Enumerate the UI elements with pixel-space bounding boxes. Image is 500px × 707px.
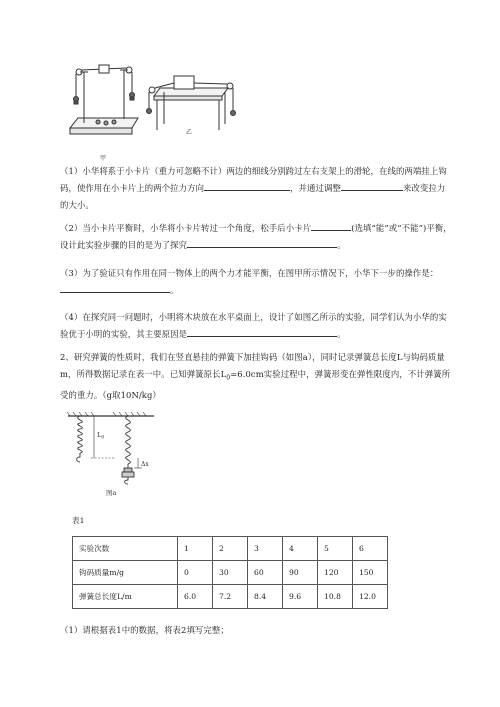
q2-sub1: （1）请根据表1中的数据，将表2填写完整； xyxy=(60,625,229,635)
answer-blank[interactable] xyxy=(187,238,337,248)
answer-blank[interactable] xyxy=(60,283,170,293)
row-header: 钩码质量m/g xyxy=(73,561,178,585)
q2-intro: 2、研究弹簧的性质时，我们在竖直悬挂的弹簧下加挂钩码（如图a），同时记录弹簧总长度L与钩码质量m，所得数据记录在表一中。已知弹簧原长$L_0=6.0cm$实验过程中，弹簧形变在弹性限度内，不计弹簧所受的重力。（g取10N/kg） xyxy=(60,352,451,400)
answer-blank[interactable] xyxy=(187,327,337,337)
answer-blank[interactable] xyxy=(341,181,403,191)
figure-apparatus xyxy=(62,56,242,174)
row-header: 实验次数 xyxy=(73,537,178,561)
table-row: 实验次数 1 2 3 4 5 6 xyxy=(73,537,388,561)
answer-blank[interactable] xyxy=(311,221,351,231)
q1-part3: （3）为了验证只有作用在同一物体上的两个力才能平衡，在图甲所示情况下，小华下一步的操作是：。 xyxy=(60,268,439,295)
answer-blank[interactable] xyxy=(204,181,290,191)
spring-left xyxy=(78,416,83,453)
figure-label-yi: 乙 xyxy=(186,129,193,136)
table-row: 钩码质量m/g 0 30 60 90 120 150 xyxy=(73,561,388,585)
table-title: 表1 xyxy=(72,516,85,525)
data-table xyxy=(72,536,388,609)
spring-right xyxy=(126,416,131,464)
table-row: 弹簧总长度L/m 6.0 7.2 8.4 9.6 10.8 12.0 xyxy=(73,585,388,609)
q1-part1: （1）小华将系于小卡片（重力可忽略不计）两边的细线分别跨过左右支架上的滑轮，在线的两端挂上钩码，使作用在小卡片上的两个拉力方向 ，并通过调整 来改变拉力的大小。 xyxy=(60,166,447,210)
apparatus-jia xyxy=(70,65,138,134)
figure-label-jia: 甲 xyxy=(100,155,107,162)
q1-part4: （4）在探究同一问题时，小明将木块放在水平桌面上，设计了如图乙所示的实验，同学们认为小华的实验优于小明的实验，其主要原因是 。 xyxy=(60,312,447,339)
apparatus-yi xyxy=(147,76,236,130)
q1-part2: （2）当小卡片平衡时，小华将小卡片转过一个角度，松手后小卡片 (选填“能”或“不能”)平衡，设计此实验步骤的目的是为了探究 。 xyxy=(60,223,452,250)
l0-label: $L_0$ xyxy=(97,431,105,441)
dx-label: Δx xyxy=(141,461,149,468)
figure-a-springs xyxy=(66,412,166,500)
row-header: 弹簧总长度L/m xyxy=(73,585,178,609)
figure-a-caption: 图a xyxy=(106,489,117,497)
